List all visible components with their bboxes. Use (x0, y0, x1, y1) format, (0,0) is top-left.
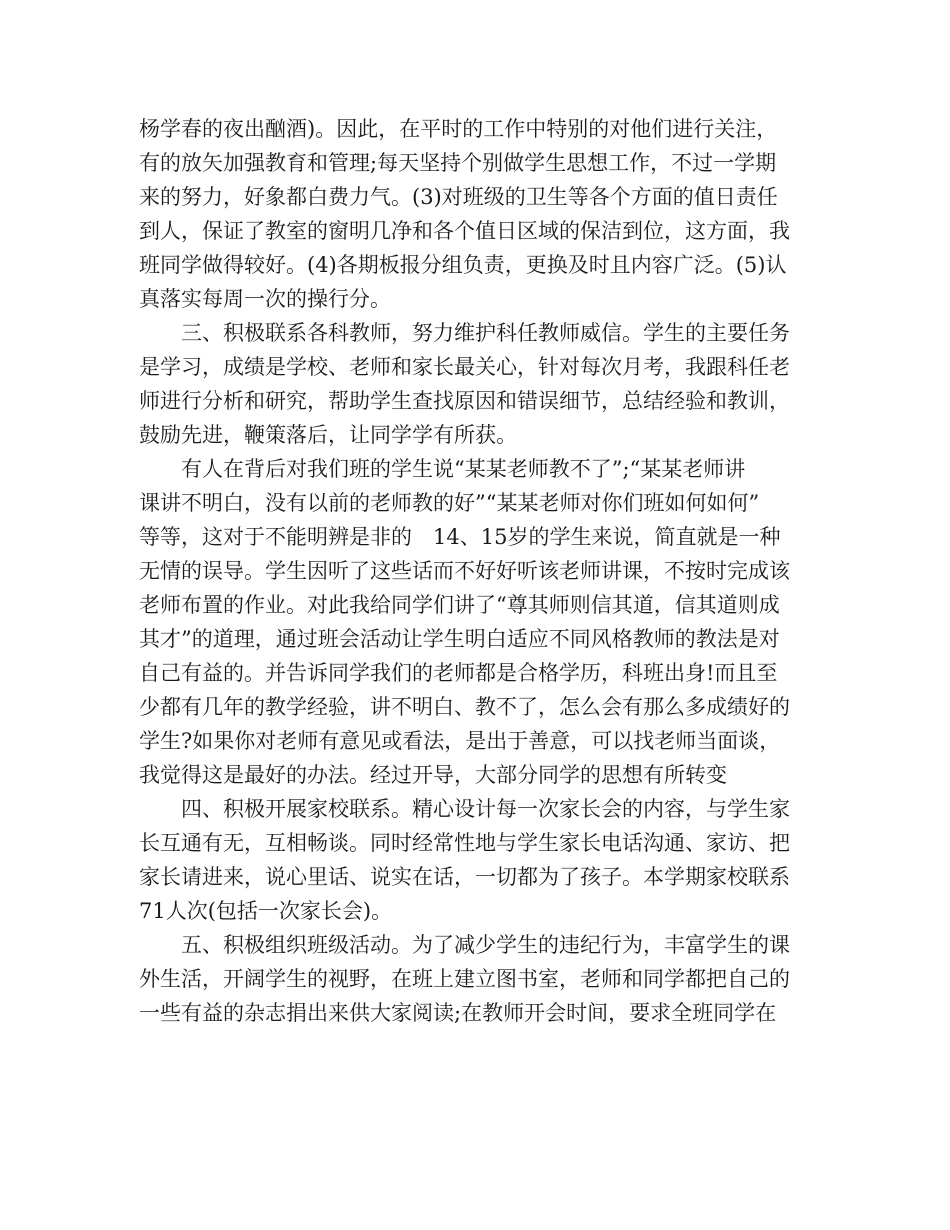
paragraph-line: 少都有几年的教学经验，讲不明白、教不了，怎么会有那么多成绩好的 (139, 695, 790, 719)
paragraph-p4 (139, 792, 819, 928)
paragraph-line: 自己有益的。并告诉同学我们的老师都是合格学历，科班出身!而且至 (139, 661, 778, 685)
paragraph-p1 (139, 112, 819, 316)
paragraph-line: 师进行分析和研究，帮助学生查找原因和错误细节，总结经验和教训， (139, 389, 790, 413)
paragraph-line: 老师布置的作业。对此我给同学们讲了“尊其师则信其道，信其道则成 (139, 593, 780, 617)
paragraph-line: 长互通有无，互相畅谈。同时经常性地与学生家长电话沟通、家访、把 (139, 831, 790, 855)
paragraph-line: 鼓励先进，鞭策落后，让同学学有所获。 (139, 423, 517, 447)
paragraph-p3 (139, 452, 819, 792)
paragraph-line: 无情的误导。学生因听了这些话而不好好听该老师讲课，不按时完成该 (139, 559, 790, 583)
paragraph-p5 (139, 928, 819, 1030)
paragraph-line: 外生活，开阔学生的视野，在班上建立图书室，老师和同学都把自己的 (139, 967, 790, 991)
paragraph-line: 我觉得这是最好的办法。经过开导，大部分同学的思想有所转变 (139, 763, 727, 787)
paragraph-line: 四、积极开展家校联系。精心设计每一次家长会的内容，与学生家 (181, 797, 790, 821)
paragraph-line: 班同学做得较好。(4)各期板报分组负责，更换及时且内容广泛。(5)认 (139, 253, 787, 277)
document-body (139, 112, 819, 1030)
paragraph-line: 真落实每周一次的操行分。 (139, 287, 391, 311)
paragraph-line: 到人，保证了教室的窗明几净和各个值日区域的保洁到位，这方面，我 (139, 219, 790, 243)
paragraph-p2 (139, 316, 819, 452)
paragraph-line: 三、积极联系各科教师，努力维护科任教师威信。学生的主要任务 (181, 321, 790, 345)
paragraph-line: 杨学春的夜出酗酒)。因此，在平时的工作中特别的对他们进行关注， (139, 117, 778, 141)
paragraph-line: 课讲不明白，没有以前的老师教的好”“某某老师对你们班如何如何” (139, 491, 760, 515)
paragraph-line: 家长请进来，说心里话、说实在话，一切都为了孩子。本学期家校联系 (139, 865, 790, 889)
paragraph-line: 学生?如果你对老师有意见或看法，是出于善意，可以找老师当面谈， (139, 729, 781, 753)
paragraph-line: 是学习，成绩是学校、老师和家长最关心，针对每次月考，我跟科任老 (139, 355, 790, 379)
paragraph-line: 一些有益的杂志捐出来供大家阅读;在教师开会时间，要求全班同学在 (139, 1001, 777, 1025)
paragraph-line: 有人在背后对我们班的学生说“某某老师教不了”;“某某老师讲 (181, 457, 746, 481)
paragraph-line: 五、积极组织班级活动。为了减少学生的违纪行为，丰富学生的课 (181, 933, 790, 957)
paragraph-line: 等等，这对于不能明辨是非的 14、15岁的学生来说，简直就是一种 (139, 525, 781, 549)
paragraph-line: 有的放矢加强教育和管理;每天坚持个别做学生思想工作，不过一学期 (139, 151, 777, 175)
paragraph-line: 其才”的道理，通过班会活动让学生明白适应不同风格教师的教法是对 (139, 627, 780, 651)
paragraph-line: 来的努力，好象都白费力气。(3)对班级的卫生等各个方面的值日责任 (139, 185, 778, 209)
paragraph-line: 71人次(包括一次家长会)。 (139, 899, 393, 923)
